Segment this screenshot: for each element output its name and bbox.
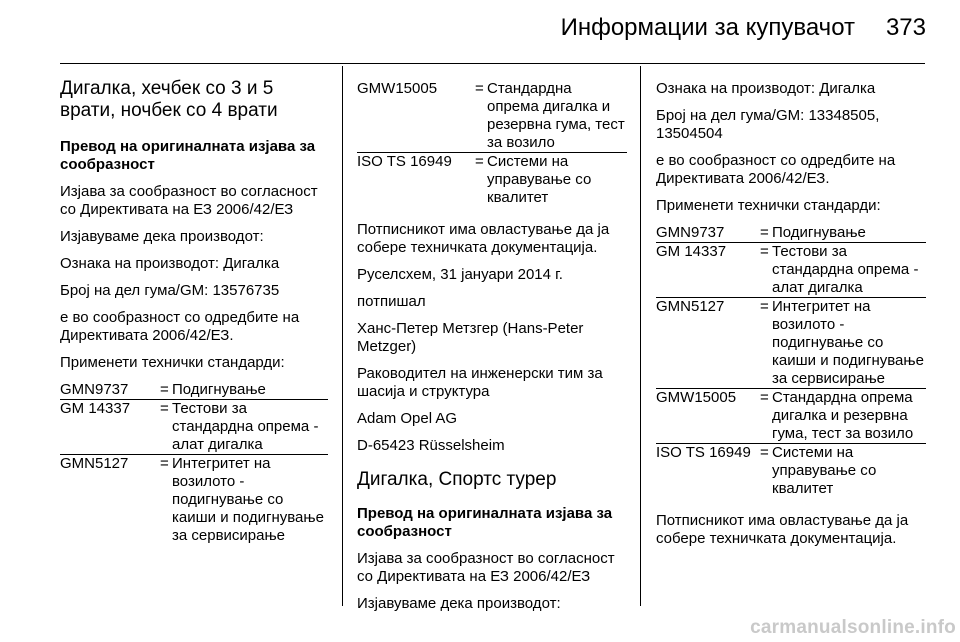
standard-code: GMN5127 bbox=[60, 455, 160, 546]
paragraph: D-65423 Rüsselsheim bbox=[357, 437, 505, 454]
equals-sign: = bbox=[760, 298, 772, 389]
declaration-intro: Изјава за сообразност во согласност со Директивата на ЕЗ 2006/42/ЕЗ bbox=[60, 183, 318, 218]
page-header-title: Информации за купувачот bbox=[560, 14, 855, 41]
section-heading-sports-tourer: Дигалка, Спортс турер bbox=[357, 469, 557, 490]
page-number: 373 bbox=[885, 14, 926, 41]
table-row bbox=[357, 80, 627, 153]
equals-sign: = bbox=[475, 80, 484, 97]
watermark: carmanualsonline.info bbox=[750, 617, 956, 638]
paragraph: Ханс-Петер Метзгер (Hans-Peter Metzger) bbox=[357, 320, 584, 355]
standard-description: Интегритет на возилото - подигнување со каиши и подигнување за сервисирање bbox=[772, 298, 926, 389]
header-rule bbox=[60, 63, 925, 64]
standards-table bbox=[357, 80, 627, 207]
standard-description: Тестови за стандардна опрема - алат дигалка bbox=[172, 400, 328, 455]
paragraph: Потписникот има овластување да ја собере техничката документација. bbox=[357, 221, 610, 256]
subheading-translation: Превод на оригиналната изјава за сообразност bbox=[357, 505, 613, 540]
paragraph: Применети технички стандарди: bbox=[656, 197, 881, 214]
equals-sign: = bbox=[160, 455, 172, 546]
column-divider-1 bbox=[342, 66, 343, 606]
column-2 bbox=[357, 80, 627, 622]
standard-description: Системи на управување со квалитет bbox=[772, 444, 926, 499]
table-row bbox=[656, 389, 926, 444]
standard-description: Стандардна опрема дигалка и резервна гума, тест за возило bbox=[487, 80, 625, 151]
paragraph: Изјавуваме дека производот: bbox=[357, 595, 561, 612]
equals-sign: = bbox=[760, 389, 772, 444]
paragraph: потпишал bbox=[357, 293, 426, 310]
subheading-translation: Превод на оригиналната изјава за сообразност bbox=[60, 138, 316, 173]
standard-code: ISO TS 16949 bbox=[357, 153, 475, 208]
equals-sign: = bbox=[475, 153, 487, 208]
table-row bbox=[60, 381, 328, 400]
paragraph: е во сообразност со одредбите на Директивата 2006/42/ЕЗ. bbox=[656, 152, 896, 187]
standard-description: Подигнување bbox=[772, 224, 866, 241]
equals-sign: = bbox=[160, 400, 172, 455]
standard-code: GMW15005 bbox=[656, 389, 760, 444]
equals-sign: = bbox=[760, 224, 769, 241]
equals-sign: = bbox=[760, 243, 772, 298]
standard-description: Стандардна опрема дигалка и резервна гума, тест за возило bbox=[772, 389, 926, 444]
column-divider-2 bbox=[640, 66, 641, 606]
standard-code: GMN9737 bbox=[656, 224, 725, 241]
table-row bbox=[656, 224, 926, 243]
standards-table bbox=[60, 381, 328, 545]
standard-description: Подигнување bbox=[172, 381, 266, 398]
table-row bbox=[656, 444, 926, 499]
paragraph: Раководител на инженерски тим за шасија и структура bbox=[357, 365, 603, 400]
table-row bbox=[60, 455, 328, 546]
standard-description: Интегритет на возилото - подигнување со каиши и подигнување за сервисирање bbox=[172, 455, 328, 546]
paragraph: Adam Opel AG bbox=[357, 410, 458, 427]
standard-code: GMN5127 bbox=[656, 298, 760, 389]
section-heading-hatchback: Дигалка, хечбек со 3 и 5 врати, ночбек со 4 врати bbox=[60, 78, 278, 121]
standard-code: GM 14337 bbox=[656, 243, 760, 298]
paragraph: Ознака на производот: Дигалка bbox=[60, 255, 280, 272]
paragraph: Потписникот има овластување да ја собере техничката документација. bbox=[656, 512, 909, 547]
standard-code: GM 14337 bbox=[60, 400, 160, 455]
paragraph: Изјавуваме дека производот: bbox=[60, 228, 264, 245]
declaration-intro: Изјава за сообразност во согласност со Директивата на ЕЗ 2006/42/ЕЗ bbox=[357, 550, 615, 585]
standard-code: GMW15005 bbox=[357, 80, 438, 97]
table-row bbox=[357, 153, 627, 208]
standard-code: ISO TS 16949 bbox=[656, 444, 760, 499]
equals-sign: = bbox=[160, 381, 169, 398]
standard-code: GMN9737 bbox=[60, 381, 129, 398]
equals-sign: = bbox=[760, 444, 772, 499]
column-3 bbox=[656, 80, 926, 557]
paragraph: Број на дел гума/GM: 13576735 bbox=[60, 282, 280, 299]
paragraph: Применети технички стандарди: bbox=[60, 354, 285, 371]
standards-table bbox=[656, 224, 926, 498]
paragraph: Руселсхем, 31 јануари 2014 г. bbox=[357, 266, 563, 283]
table-row bbox=[656, 298, 926, 389]
standard-description: Тестови за стандардна опрема - алат дигалка bbox=[772, 243, 926, 298]
paragraph: Ознака на производот: Дигалка bbox=[656, 80, 876, 97]
column-1 bbox=[60, 78, 328, 551]
table-row bbox=[60, 400, 328, 455]
standard-description: Системи на управување со квалитет bbox=[487, 153, 627, 208]
paragraph: е во сообразност со одредбите на Директивата 2006/42/ЕЗ. bbox=[60, 309, 300, 344]
table-row bbox=[656, 243, 926, 298]
paragraph: Број на дел гума/GM: 13348505, 13504504 bbox=[656, 107, 880, 142]
